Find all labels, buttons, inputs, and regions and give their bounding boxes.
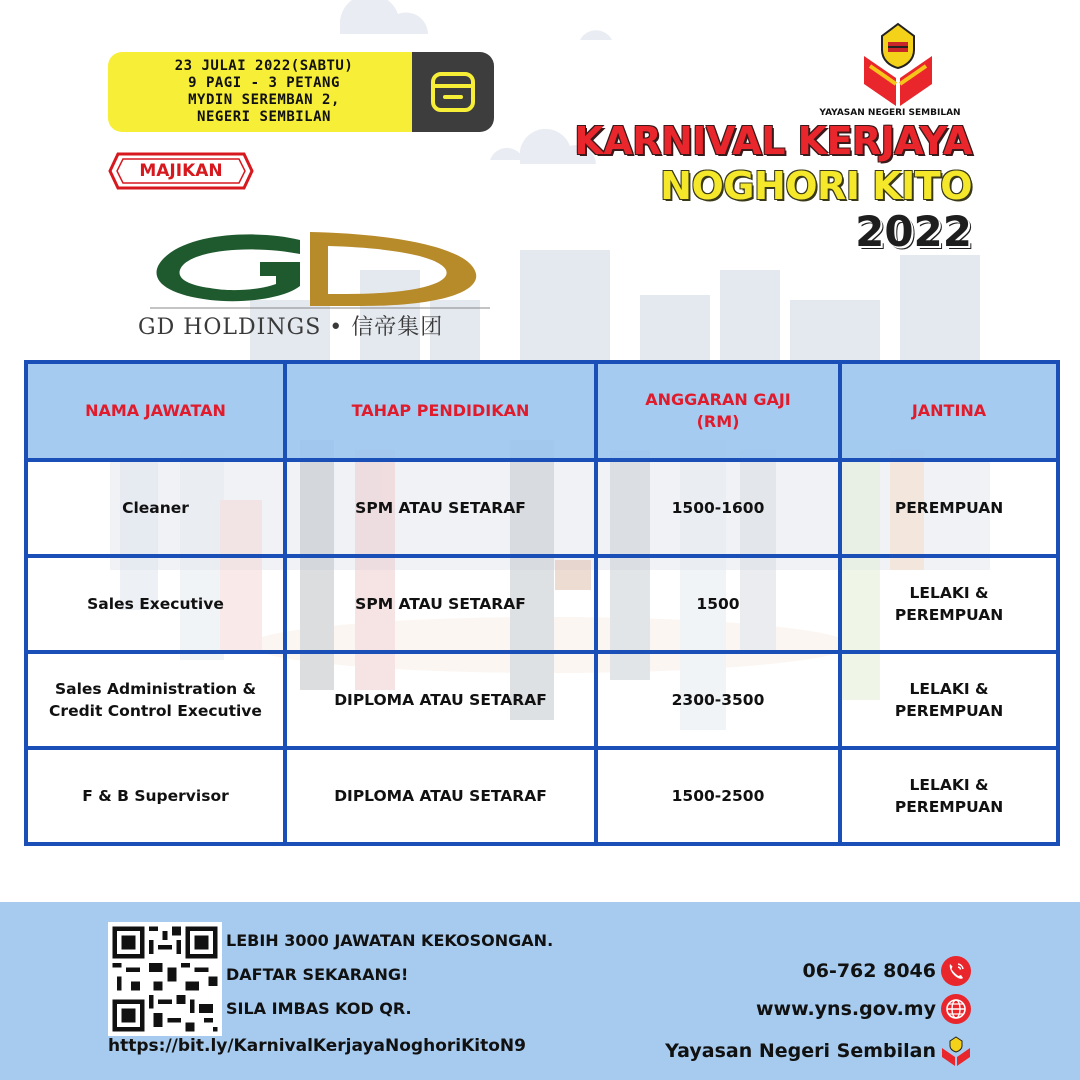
contact-info: [665, 952, 972, 1070]
header-salary-label: ANGGARAN GAJI (RM): [645, 390, 791, 431]
table-row: [26, 556, 1058, 652]
call-to-action: [226, 930, 553, 1032]
event-info-box: [108, 52, 494, 132]
title-line-2: NOGHORI KITO: [660, 164, 972, 208]
table-header-row: [26, 362, 1058, 460]
cell-education: SPM ATAU SETARAF: [285, 556, 596, 652]
event-title: [574, 118, 972, 256]
yns-logo-icon: [940, 1035, 972, 1067]
cell-salary: 1500-2500: [596, 748, 840, 844]
majikan-tag: [108, 152, 254, 190]
website-url: www.yns.gov.my: [756, 998, 936, 1020]
event-details: [108, 52, 412, 132]
table-row: [26, 460, 1058, 556]
event-time: 9 PAGI - 3 PETANG: [188, 75, 340, 91]
header-education: TAHAP PENDIDIKAN: [285, 362, 596, 460]
job-vacancy-table: [24, 360, 1060, 846]
cell-salary: 1500-1600: [596, 460, 840, 556]
cell-gender: LELAKI & PEREMPUAN: [840, 556, 1058, 652]
cell-gender: LELAKI & PEREMPUAN: [840, 748, 1058, 844]
cell-education: DIPLOMA ATAU SETARAF: [285, 652, 596, 748]
organizer-caption: YAYASAN NEGERI SEMBILAN: [819, 108, 961, 118]
cell-salary: 2300-3500: [596, 652, 840, 748]
title-line-1: KARNIVAL KERJAYA: [574, 119, 972, 163]
cell-job-title: F & B Supervisor: [26, 748, 285, 844]
cell-education: DIPLOMA ATAU SETARAF: [285, 748, 596, 844]
cta-register: DAFTAR SEKARANG!: [226, 965, 409, 984]
cell-salary: 1500: [596, 556, 840, 652]
cta-vacancies: LEBIH 3000 JAWATAN KEKOSONGAN.: [226, 931, 554, 950]
cell-job-title: Sales Administration & Credit Control Executive: [26, 652, 285, 748]
registration-link[interactable]: https://bit.ly/KarnivalKerjayaNoghoriKitoN9: [108, 1036, 526, 1056]
header-salary: [596, 362, 840, 460]
organizer-name: Yayasan Negeri Sembilan: [665, 1040, 936, 1062]
cell-job-title: Sales Executive: [26, 556, 285, 652]
table-row: [26, 652, 1058, 748]
table-row: [26, 748, 1058, 844]
card-icon-container: [412, 52, 494, 132]
event-state: NEGERI SEMBILAN: [197, 109, 331, 125]
footer: [0, 902, 1080, 1080]
cell-education: SPM ATAU SETARAF: [285, 460, 596, 556]
yayasan-negeri-sembilan-logo: [858, 20, 938, 110]
globe-icon: [940, 993, 972, 1025]
cell-gender: LELAKI & PEREMPUAN: [840, 652, 1058, 748]
title-year: 2022: [855, 207, 972, 256]
cta-scan: SILA IMBAS KOD QR.: [226, 999, 412, 1018]
contact-website-row[interactable]: [665, 990, 972, 1028]
majikan-label: MAJIKAN: [139, 161, 223, 181]
phone-number: 06-762 8046: [802, 960, 936, 982]
header-gender: JANTINA: [840, 362, 1058, 460]
phone-icon: [940, 955, 972, 987]
qr-code[interactable]: [108, 922, 222, 1036]
header-job-title: NAMA JAWATAN: [26, 362, 285, 460]
card-icon: [430, 71, 476, 113]
event-date: 23 JULAI 2022(SABTU): [174, 58, 354, 74]
contact-org-row: [665, 1032, 972, 1070]
employer-name: GD HOLDINGS • 信帝集团: [138, 315, 444, 340]
cell-job-title: Cleaner: [26, 460, 285, 556]
cell-gender: PEREMPUAN: [840, 460, 1058, 556]
contact-phone-row[interactable]: [665, 952, 972, 990]
event-venue: MYDIN SEREMBAN 2,: [188, 92, 340, 108]
